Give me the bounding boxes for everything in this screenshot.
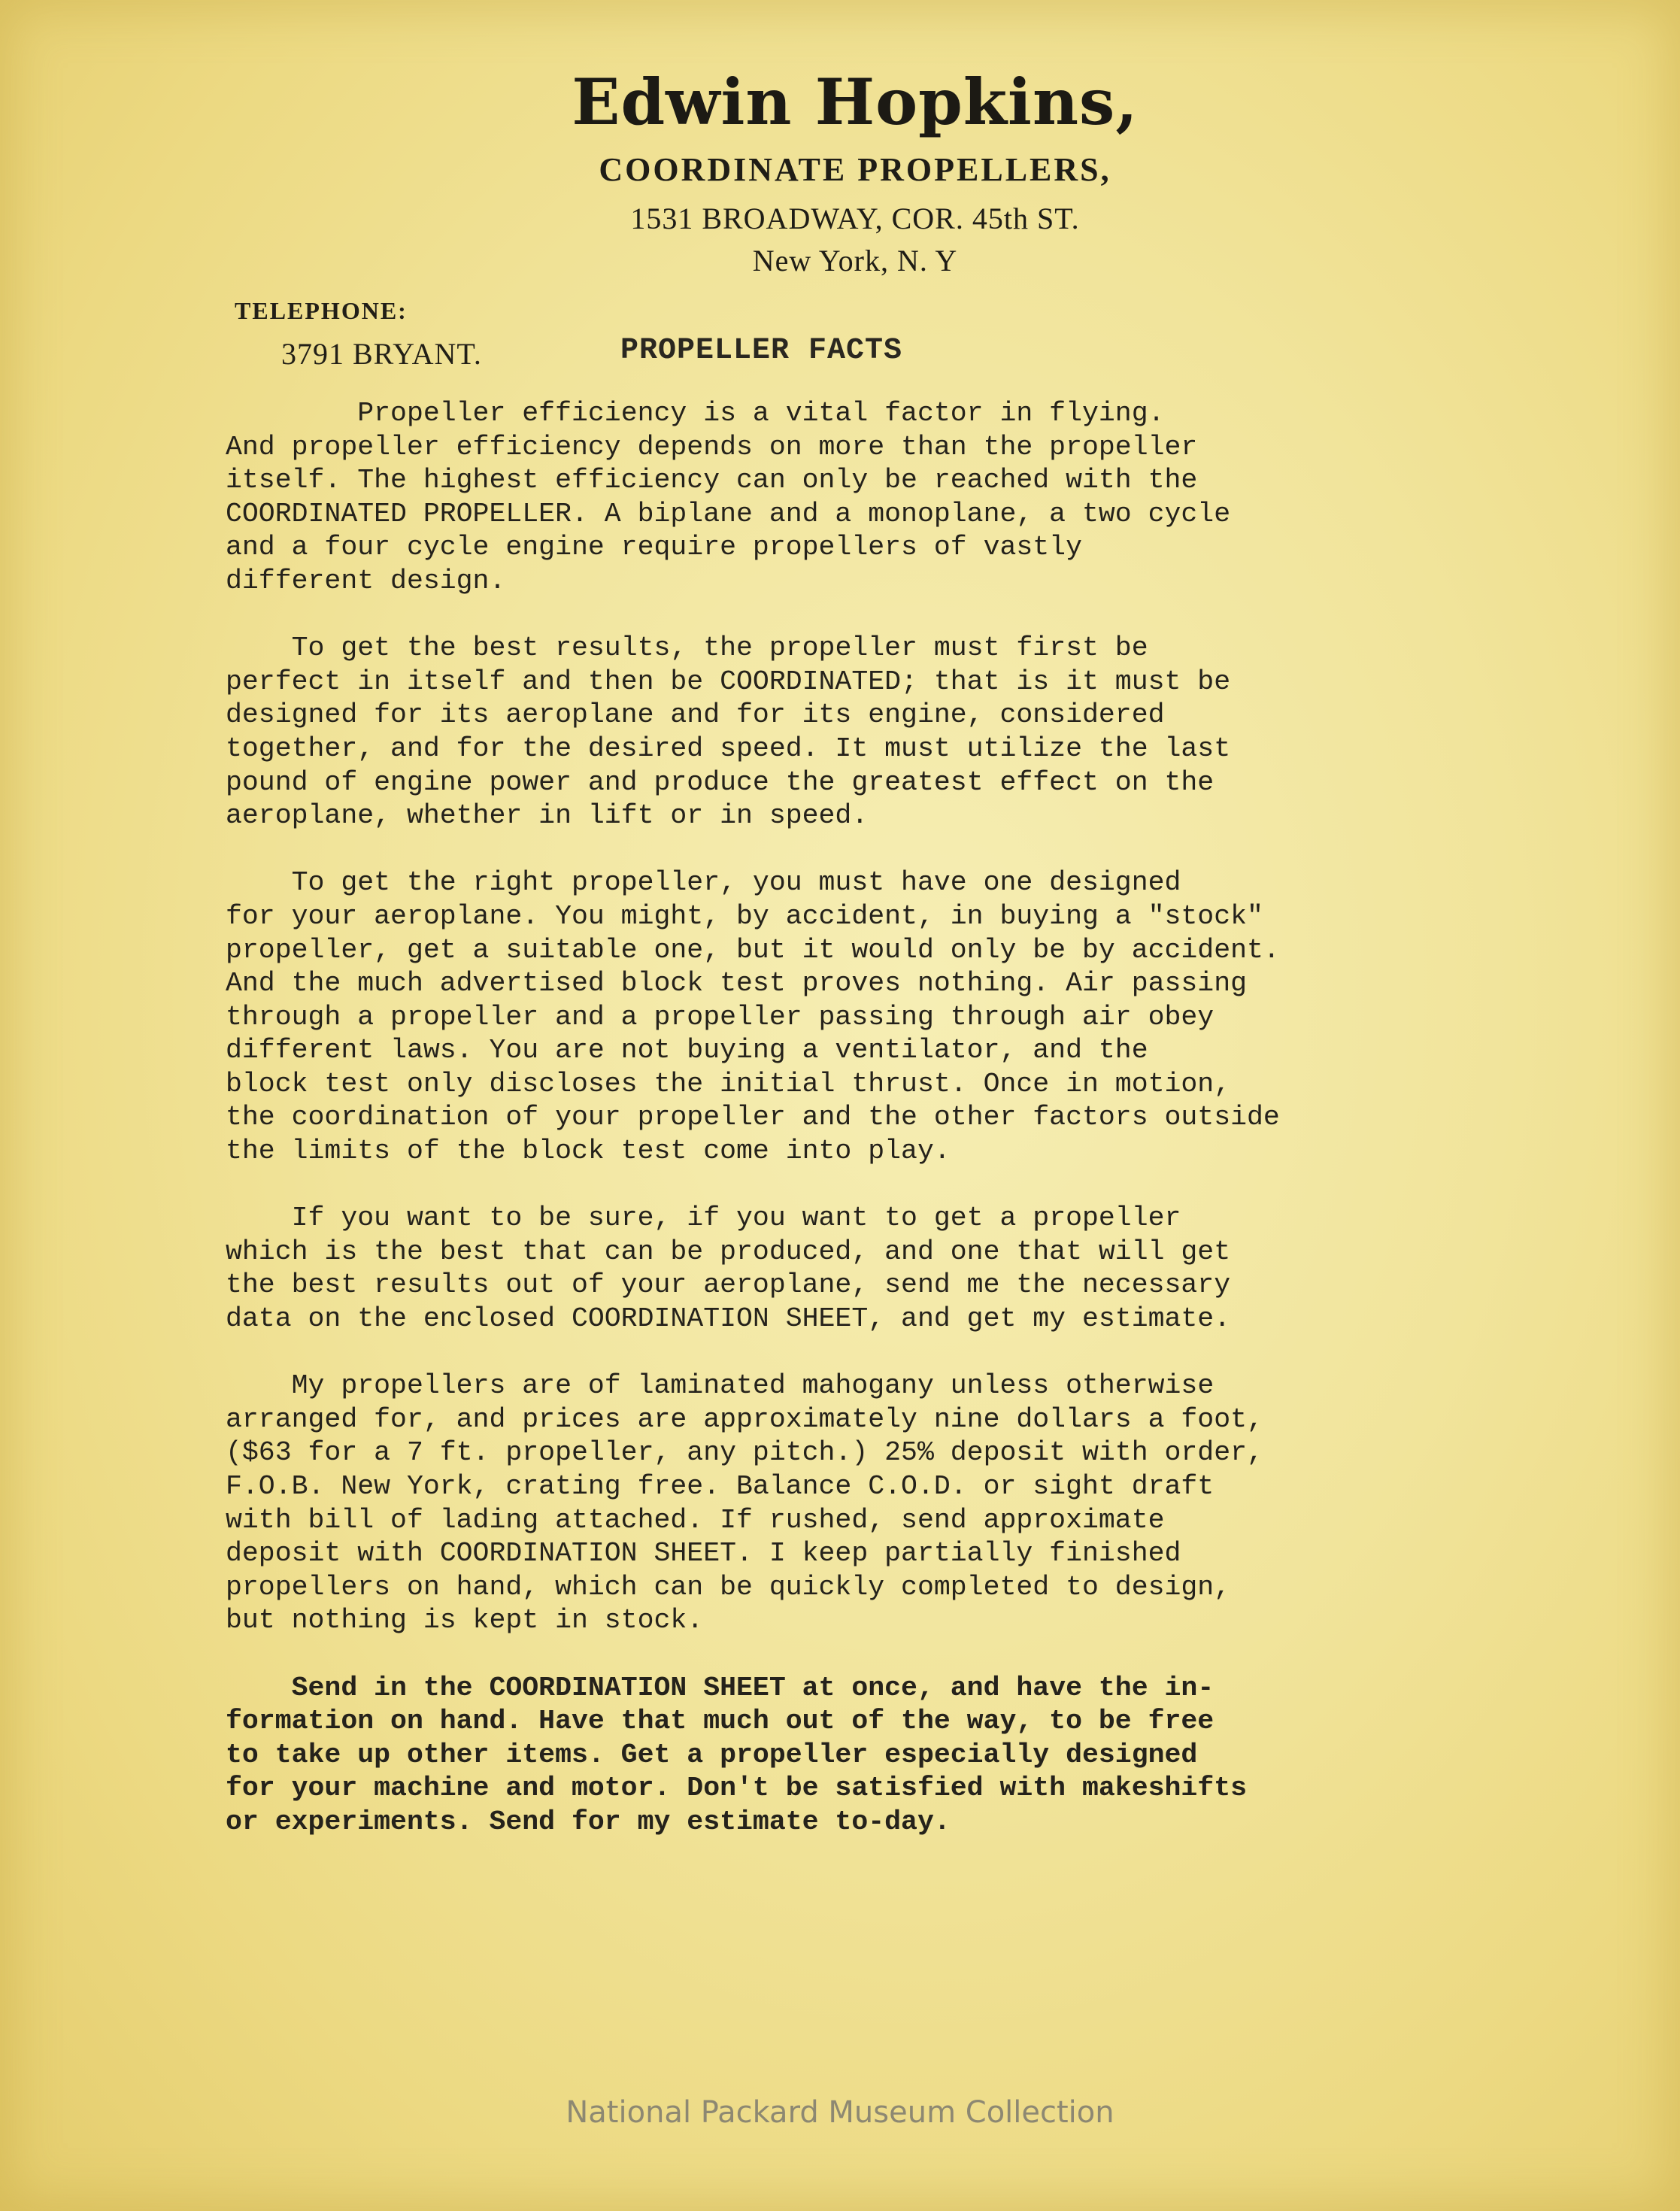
letterhead-city: New York, N. Y bbox=[752, 244, 958, 278]
telephone-label: TELEPHONE: bbox=[235, 297, 408, 324]
letterhead-company: COORDINATE PROPELLERS, bbox=[599, 151, 1111, 188]
paragraph-call-to-action: Send in the COORDINATION SHEET at once, and have the in- formation on hand. Have that much out of the way, to be free to take up other items. Get a propeller especially designed for your machine and motor. Don't be satisfied with makeshifts or experiments. Send for my estimate to-day. bbox=[226, 1672, 1248, 1837]
paragraph-efficiency: Propeller efficiency is a vital factor in flying. And propeller efficiency depends on more than the propeller itself. The highest efficiency can only be reached with the COORDINATED PROPELLER. A biplane and a monoplane, a two cycle and a four cycle engine require propellers of vastly different design. bbox=[226, 398, 1231, 596]
document-title: PROPELLER FACTS bbox=[620, 334, 903, 368]
paragraph-right-propeller: To get the right propeller, you must have one designed for your aeroplane. You might, by accident, in buying a "stock" propeller, get a suitable one, but it would only be by accident. And the much advertised block test proves nothing. Air passing through a propeller and a propeller passing through air obey different laws. You are not buying a ventilator, and the block test only discloses the initial thrust. Once in motion, the coordination of your propeller and the other factors outside the limits of the block test come into play. bbox=[226, 867, 1280, 1167]
collection-credit: National Packard Museum Collection bbox=[566, 2095, 1114, 2130]
letter-body bbox=[226, 397, 1527, 1873]
telephone-number: 3791 BRYANT. bbox=[281, 337, 482, 371]
letterhead-address: 1531 BROADWAY, COR. 45th ST. bbox=[630, 202, 1080, 235]
paragraph-pricing: My propellers are of laminated mahogany unless otherwise arranged for, and prices are approximately nine dollars a foot, ($63 for a 7 ft. propeller, any pitch.) 25% deposit with order, F.O.B. New York, crating free. Balance C.O.D. or sight draft with bill of lading attached. If rushed, send approximate deposit with COORDINATION SHEET. I keep partially finished propellers on hand, which can be quickly completed to design, but nothing is kept in stock. bbox=[226, 1370, 1263, 1636]
paragraph-be-sure: If you want to be sure, if you want to get a propeller which is the best that can be produced, and one that will get the best results out of your aeroplane, send me the necessary data on the enclosed COORDINATION SHEET, and get my estimate. bbox=[226, 1203, 1231, 1335]
letterhead-name: Edwin Hopkins, bbox=[572, 65, 1139, 139]
paragraph-best-results: To get the best results, the propeller must first be perfect in itself and then be COORDINATED; that is it must be designed for its aeroplane and for its engine, considered together, and for the desired speed. It must utilize the last pound of engine power and produce the greatest effect on the aeroplane, whether in lift or in speed. bbox=[226, 632, 1231, 832]
